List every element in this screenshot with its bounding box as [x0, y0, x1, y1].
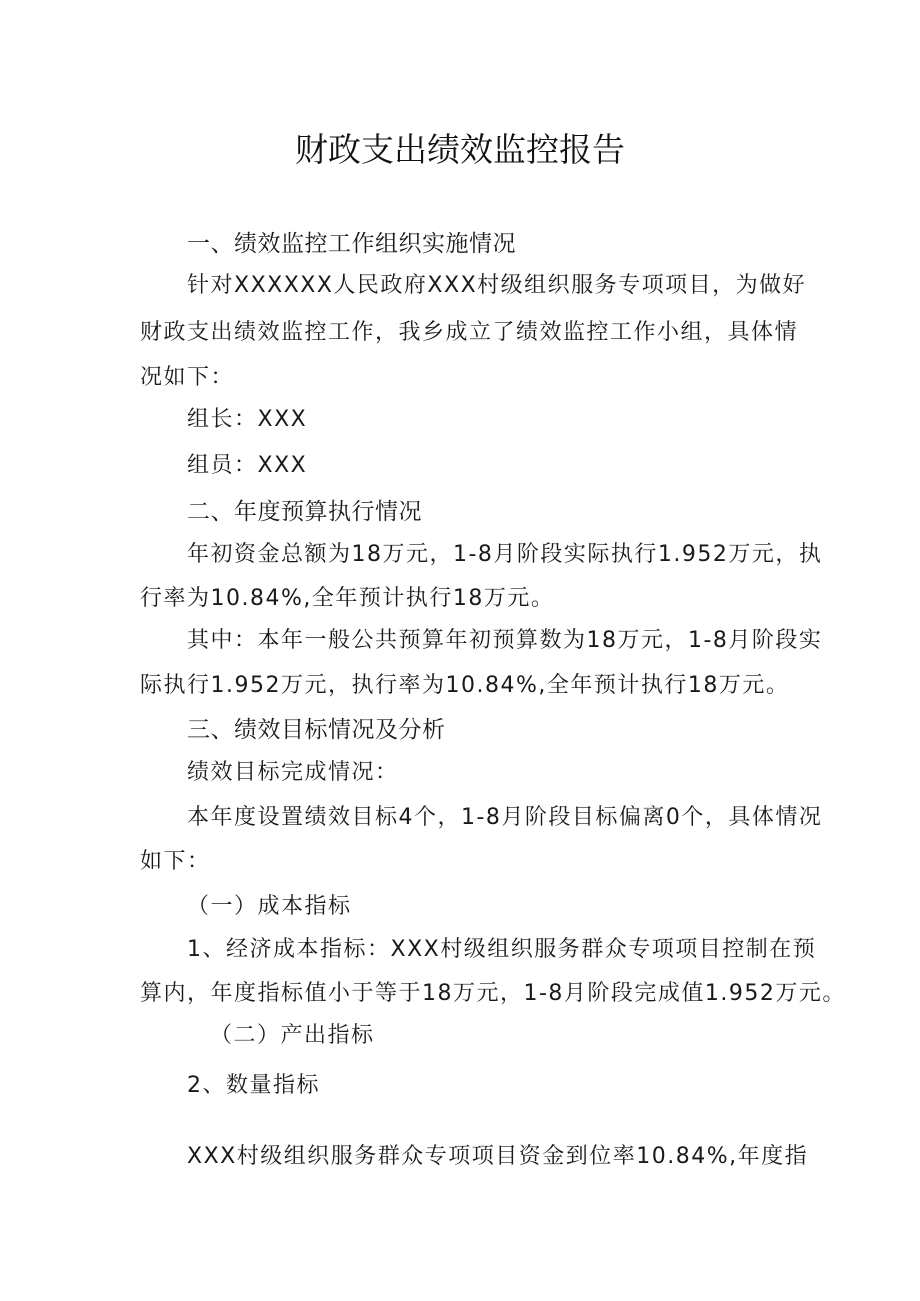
section3-para1-line1: 本年度设置绩效目标4个，1-8月阶段目标偏离0个，具体情况: [187, 805, 823, 830]
section2-para1-line2: 行率为10.84%,全年预计执行18万元。: [140, 586, 555, 611]
section1-heading: 一、绩效监控工作组织实施情况: [187, 231, 516, 257]
group-leader: 组长：XXX: [187, 407, 308, 432]
cost-indicator-heading: （一）成本指标: [187, 894, 352, 919]
section2-para1-line1: 年初资金总额为18万元，1-8月阶段实际执行1.952万元，执: [187, 542, 823, 567]
cost-indicator-line1: 1、经济成本指标：XXX村级组织服务群众专项项目控制在预: [187, 937, 817, 962]
section1-para1-line2: 财政支出绩效监控工作，我乡成立了绩效监控工作小组，具体情: [140, 320, 799, 345]
section1-para1-line1: 针对XXXXXX人民政府XXX村级组织服务专项项目，为做好: [187, 273, 807, 298]
document-title: 财政支出绩效监控报告: [295, 130, 625, 169]
section2-para2-line2: 际执行1.952万元，执行率为10.84%,全年预计执行18万元。: [140, 673, 790, 698]
section1-para1-line3: 况如下：: [140, 365, 235, 390]
quantity-indicator-heading: 2、数量指标: [187, 1073, 320, 1098]
section2-para2-line1: 其中：本年一般公共预算年初预算数为18万元，1-8月阶段实: [187, 628, 823, 653]
group-member: 组员：XXX: [187, 453, 308, 478]
quantity-indicator-line1: XXX村级组织服务群众专项项目资金到位率10.84%,年度指: [187, 1144, 809, 1169]
section3-para1-line2: 如下：: [140, 849, 211, 874]
section3-heading: 三、绩效目标情况及分析: [187, 717, 446, 743]
section3-subtitle: 绩效目标完成情况：: [187, 760, 399, 785]
section2-heading: 二、年度预算执行情况: [187, 499, 422, 525]
output-indicator-heading: （二）产出指标: [210, 1023, 375, 1048]
cost-indicator-line2: 算内，年度指标值小于等于18万元，1-8月阶段完成值1.952万元。: [140, 981, 846, 1006]
